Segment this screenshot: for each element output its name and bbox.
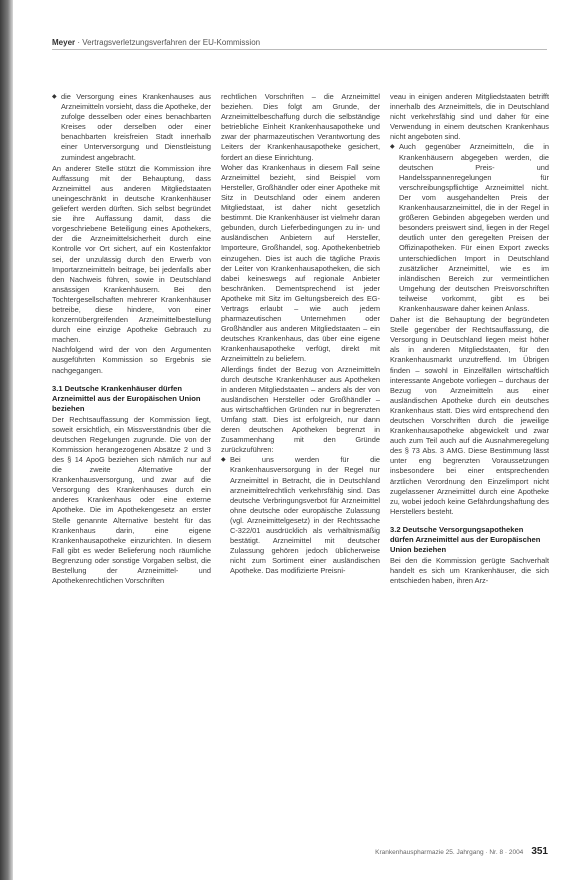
section-heading: 3.2 Deutsche Versorgungsapotheken dürfen Arzneimittel aus der Europäischen Union beziehen <box>390 524 541 554</box>
paragraph: Woher das Krankenhaus in diesem Fall seine Arzneimittel bezieht, sind Beispiel vom Hersteller, Großhändler oder einer Apotheke mit Sitz in Deutschland oder einem anderen Mitgliedstaat, ist daher nicht gesetzlich bestimmt. Die Krankenhäuser ist vielmehr daran gebunden, durch Lieferbedingungen zu in- und ausländischen Anbietern auf Hersteller, Importeure, Großhandel, sog. Apothekenbetrieb einzugehen. Dies ist auch die tägliche Praxis der Leiter von Krankenhausapotheken, die sich dabei keineswegs auf regionale Anbieter beschränken. Dementsprechend ist jeder Apotheke mit Sitz im Geltungsbereich des EG-Vertrags erlaubt – wie auch jedem pharmazeutischen Unternehmen oder Großhändler aus anderen Mitgliedstaaten – ein deutsches Krankenhaus, das über eine eigene Krankenhausapotheke verfügt, direkt mit Arzneimitteln zu beliefern. <box>221 162 380 364</box>
bullet-paragraph: ◆ Auch gegenüber Arzneimitteln, die in Krankenhäusern abgegeben werden, die deutschen Preis- und Handelsspannenregelungen für verschreibungspflichtige Arzneimittel nicht. Der vom ausgehandelten Preis der Krankenhausarzneimittel, die in der Regel in größeren Gebinden abgegeben werden und besonders preiswert sind, liegen in der Regel deutlich unter den geregelten Preisen der Offizinapotheken. Für einen Export zwecks unterschiedlichen Import in Deutschland zusätzlicher Arzneimittel, wie es im inländischen Bereich zur vermeintlichen Umgehung der deutschen Preisvorschriften teilweise vorkommt, gibt es bei Krankenhausware daher keinen Anlass. <box>390 142 549 314</box>
paragraph: Daher ist die Behauptung der begründeten Stelle gegenüber der Rechtsauffassung, die Versorgung in Deutschland liegen meist höher als in anderen Mitgliedstaaten, für den Krankenhausmarkt unzutreffend. Im Übrigen finden – sowohl in Einzelfällen wirtschaftlich interessante Angebote vorliegen – durchaus der Bezug von Arzneimitteln aus einer ausländischen Apotheke durch ein deutsches Krankenhaus statt. Dies wird entsprechend den deutschen Vorschriften durch die jeweilige Krankenhausapotheke abgewickelt und zwar auch zum Teil auch auf die Ausnahmeregelung des § 73 Abs. 3 AMG. Diese Bestimmung lässt unter eng begrenzten Voraussetzungen insbesondere bei einer entsprechenden ärztlichen Verordnung den Einzelimport nicht zugelassener Arzneimittel durch eine Apotheke zu, wobei jedoch keine Gefährdungshaftung des Herstellers besteht. <box>390 315 549 516</box>
body-columns <box>52 92 550 832</box>
running-header: Meyer · Vertragsverletzungsverfahren der EU-Kommission <box>52 38 547 50</box>
header-title: Vertragsverletzungsverfahren der EU-Kommission <box>82 38 261 47</box>
column-2 <box>221 92 380 832</box>
header-author: Meyer <box>52 38 76 47</box>
paragraph: Der Rechtsauffassung der Kommission liegt, soweit ersichtlich, ein Missverständnis über die deutschen Regelungen zugrunde. Die von der Kommission herangezogenen Absätze 2 und 3 des § 14 ApoG beziehen sich nämlich nur auf die zweite Alternative der Krankenhausversorgung, und zwar auf die Versorgung des Krankenhauses durch ein anderes Krankenhaus oder eine externe Apotheke. Die im Apothekengesetz an erster Stelle genannte Alternative besteht für das Krankenhaus darin, eine eigene Krankenhausapotheke einzurichten. In diesem Fall gibt es weder Belieferung noch räumliche Begrenzung oder sonstige Vorgaben selbst, die Bestellung der Arzneimittel- und Apothekenrechtlichen Vorschriften <box>52 414 211 586</box>
page-footer <box>318 846 548 857</box>
paragraph: veau in einigen anderen Mitgliedstaaten betrifft innerhalb des Arzneimittels, die in Deutschland nicht verkehrsfähig sind und daher für eine Verwendung in einem deutschen Krankenhaus nicht angeboten sind. <box>390 92 549 142</box>
bullet-paragraph: ◆ Bei uns werden für die Krankenhausversorgung in der Regel nur Arzneimittel in Betracht, die in Deutschland arzneimittelrechtlich verkehrsfähig sind. Das deutsche Verbringungsverbot für Arzneimittel ohne deutsche oder europäische Zulassung (vgl. Arzneimittelgesetz) in der Rechtssache C-322/01 ausdrücklich als verhältnismäßig bestätigt. Arzneimittel mit deutscher Zulassung gehören jedoch üblicherweise nicht zum Sortiment einer ausländischen Apotheke. Das modifizierte Preisni- <box>221 455 380 576</box>
section-heading: 3.1 Deutsche Krankenhäuser dürfen Arzneimittel aus der Europäischen Union beziehen <box>52 383 201 413</box>
scan-edge <box>0 0 13 880</box>
paragraph: rechtlichen Vorschriften – die Arzneimittel beziehen. Dies folgt am Grunde, der Arzneimittelbeschaffung durch die selbständige betriebliche Einheit Krankenhausapotheke und zwar der pharmazeutischen Verantwortung des Leiters der Krankenhausapotheke gesichert, fordert an diese Einrichtung. <box>221 92 380 162</box>
journal-citation: Krankenhauspharmazie 25. Jahrgang · Nr. 8 · 2004 <box>375 849 524 856</box>
paragraph: Bei den die Kommission gerügte Sachverhalt handelt es sich um Krankenhäuser, die sich entschieden haben, ihren Arz- <box>390 555 549 586</box>
column-1 <box>52 92 211 832</box>
paragraph: An anderer Stelle stützt die Kommission ihre Auffassung mit der Behauptung, dass Arzneimittel aus anderen Mitgliedstaaten uneingeschränkt in deutsche Krankenhäuser geliefert werden dürften. Sich selbst begründet sie ihre Auffassung damit, dass die vorgeschriebene Beteiligung eines Apothekers, der die Arzneimittelsicherheit durch eine Kontrolle vor Ort sichert, auf ein Kostenfaktor sei, der unzulässig durch den Erwerb von Importarzneimitteln beitrage, bei jedenfalls aber den Nachweis führen, sowie in Deutschland ansässigen Krankenhäusern. Bei den Tochtergesellschaften mehrerer Krankenhäuser betreibe, diese hindere, von einer konzernübergreifenden Arzneimittelbestellung durch eine einzige Apotheke Gebrauch zu machen. <box>52 163 211 345</box>
paragraph: Nachfolgend wird der von den Argumenten ausgeführten Kommission so Ergebnis sie nachgegangen. <box>52 345 211 375</box>
page-number: 351 <box>531 846 548 857</box>
bullet-paragraph: ◆ die Versorgung eines Krankenhauses aus Arzneimitteln vorsieht, dass die Apotheke, der zufolge desselben oder eines benachbarten Kreises oder derselben oder einer benachbarten kreisfreien Stadt innerhalb einer Unterversorgung und Dienstleistung zumindest angebracht. <box>52 92 211 163</box>
column-3 <box>390 92 549 832</box>
paragraph: Allerdings findet der Bezug von Arzneimitteln durch deutsche Krankenhäuser aus Apotheken in anderen Mitgliedstaaten – anders als der von ausländischen Hersteller oder Großhändler – aus wirtschaftlichen Gründen nur in begrenzten Umfang statt. Dies ist erfolgreich, nur dann deren deutschen Apotheken begrenzt in Zusammenhang mit den Gründe zurückzuführen: <box>221 364 380 455</box>
